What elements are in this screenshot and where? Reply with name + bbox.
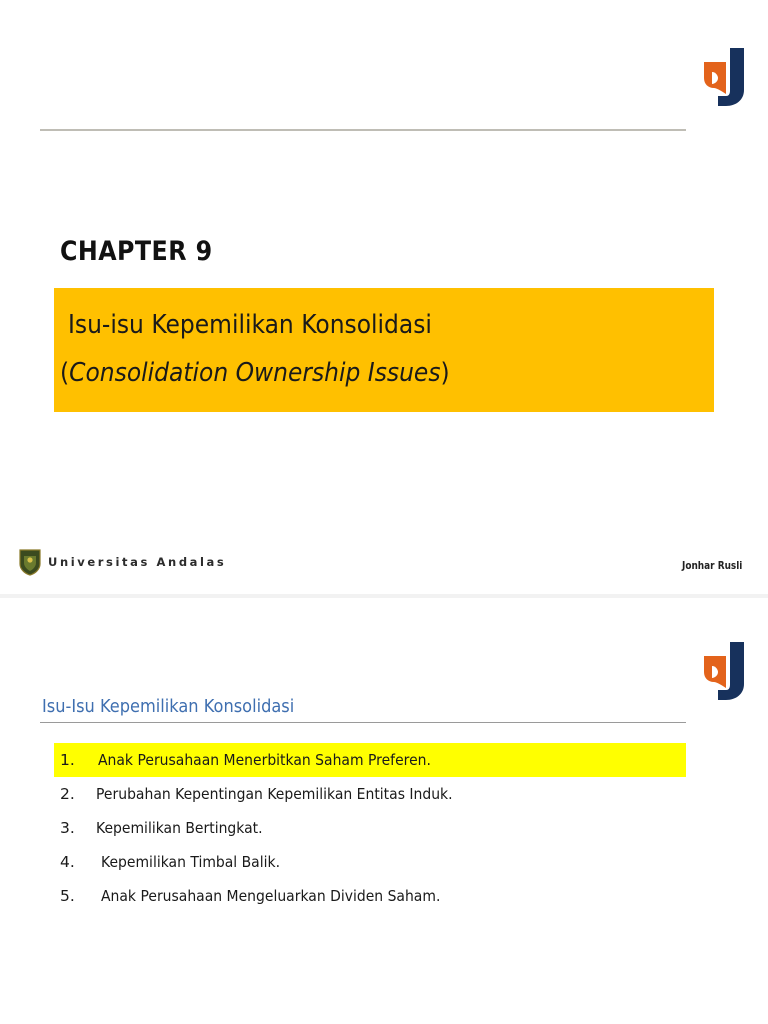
author-name: Jonhar Rusli xyxy=(682,560,743,572)
header-divider xyxy=(40,129,686,131)
list-item-text: Kepemilikan Timbal Balik. xyxy=(101,853,281,871)
title-main: Isu-isu Kepemilikan Konsolidasi xyxy=(68,310,432,340)
university-emblem-icon xyxy=(18,548,42,576)
title-box xyxy=(54,288,714,412)
title-subtitle xyxy=(60,358,450,388)
section-heading: Isu-Isu Kepemilikan Konsolidasi xyxy=(42,696,295,717)
list-item xyxy=(54,743,686,777)
brand-logo-icon xyxy=(700,638,750,702)
university-name: Universitas Andalas xyxy=(48,555,227,569)
subtitle-english: Consolidation Ownership Issues xyxy=(69,358,441,388)
university-brand xyxy=(18,548,226,576)
chapter-label: CHAPTER 9 xyxy=(60,236,213,267)
list-item-number: 2. xyxy=(60,785,75,803)
list-item xyxy=(54,777,686,811)
heading-divider xyxy=(40,722,686,723)
list-item-number: 1. xyxy=(60,751,75,769)
brand-logo-icon xyxy=(700,44,750,108)
list-item-number: 3. xyxy=(60,819,75,837)
issues-list xyxy=(54,743,686,913)
list-item-number: 4. xyxy=(60,853,75,871)
subtitle-close-paren: ) xyxy=(440,358,450,388)
slide-issues-list xyxy=(0,598,768,1024)
subtitle-open-paren: ( xyxy=(60,358,70,388)
list-item-number: 5. xyxy=(60,887,75,905)
list-item xyxy=(54,879,686,913)
list-item-text: Kepemilikan Bertingkat. xyxy=(96,819,263,837)
list-item-text: Perubahan Kepentingan Kepemilikan Entitas Induk. xyxy=(96,785,453,803)
list-item-text: Anak Perusahaan Mengeluarkan Dividen Saham. xyxy=(101,887,441,905)
list-item xyxy=(54,845,686,879)
list-item-text: Anak Perusahaan Menerbitkan Saham Preferen. xyxy=(98,751,431,769)
list-item xyxy=(54,811,686,845)
